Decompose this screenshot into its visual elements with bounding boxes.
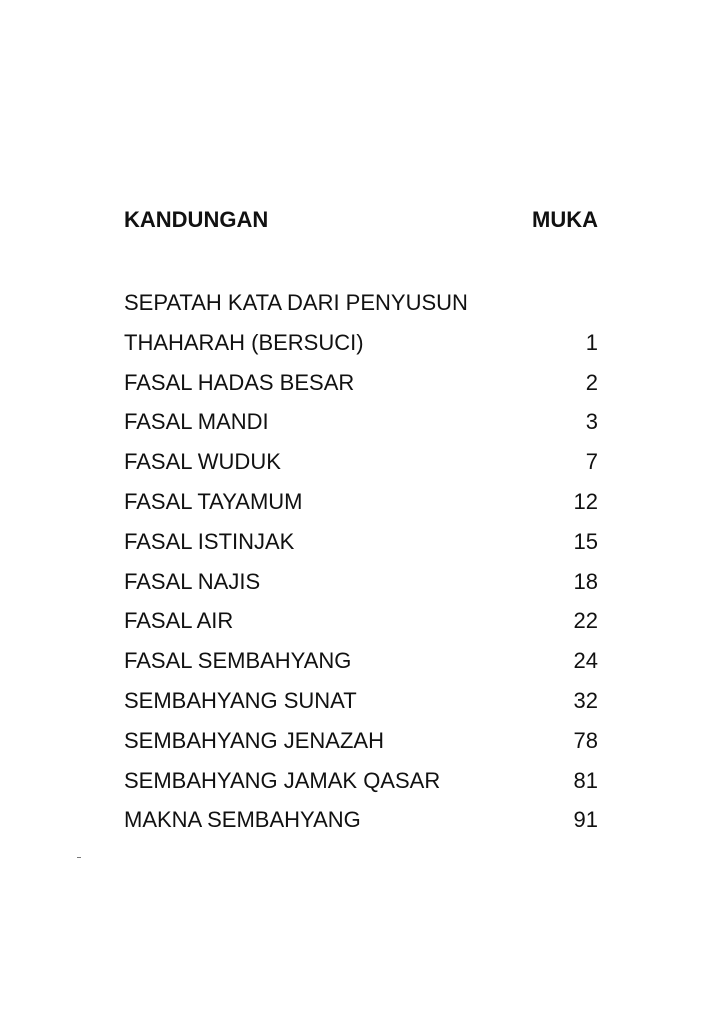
toc-entry-page: 32: [573, 687, 598, 713]
toc-entry: [124, 402, 598, 442]
toc-entry-page: 81: [573, 767, 598, 793]
toc-entry: [124, 482, 598, 522]
toc-entry-title: FASAL TAYAMUM: [124, 488, 303, 514]
toc-entry-page: 1: [585, 329, 598, 355]
toc-entry-title: FASAL WUDUK: [124, 449, 281, 475]
toc-entry-page: 12: [573, 488, 598, 514]
toc-entry: [124, 641, 598, 681]
toc-entry-page: 24: [573, 648, 598, 674]
toc-entry-title: FASAL SEMBAHYANG: [124, 648, 352, 674]
toc-entry: [124, 442, 598, 482]
toc-header: [124, 205, 598, 235]
toc-list: [124, 283, 598, 840]
toc-entry-page: 78: [573, 727, 598, 753]
toc-entry-page: 2: [585, 369, 598, 395]
contents-heading: KANDUNGAN: [124, 207, 269, 232]
toc-entry-title: FASAL MANDI: [124, 409, 269, 435]
toc-entry-title: FASAL ISTINJAK: [124, 528, 295, 554]
toc-entry: [124, 283, 598, 323]
toc-entry-page: 3: [585, 409, 598, 435]
toc-entry-title: FASAL NAJIS: [124, 568, 261, 594]
toc-entry-title: SEMBAHYANG JAMAK QASAR: [124, 767, 441, 793]
toc-entry-page: 91: [573, 807, 598, 833]
toc-entry-page: 15: [573, 528, 598, 554]
toc-entry-page: 7: [585, 449, 598, 475]
toc-entry-title: SEMBAHYANG JENAZAH: [124, 727, 384, 753]
toc-entry-title: MAKNA SEMBAHYANG: [124, 807, 361, 833]
toc-entry-title: THAHARAH (BERSUCI): [124, 329, 364, 355]
toc-entry: [124, 721, 598, 761]
toc-entry: [124, 681, 598, 721]
toc-entry-title: SEPATAH KATA DARI PENYUSUN: [124, 290, 468, 315]
toc-entry-title: FASAL AIR: [124, 608, 234, 634]
toc-entry: [124, 522, 598, 562]
toc-entry-page: 18: [573, 568, 598, 594]
toc-entry-title: FASAL HADAS BESAR: [124, 369, 355, 395]
page-column-heading: MUKA: [532, 207, 598, 232]
toc-entry-page: 22: [573, 608, 598, 634]
toc-entry: [124, 363, 598, 403]
toc-entry: [124, 800, 598, 840]
toc-entry: [124, 761, 598, 801]
stray-scan-mark: [77, 857, 81, 858]
toc-entry: [124, 323, 598, 363]
toc-entry: [124, 562, 598, 602]
toc-entry-title: SEMBAHYANG SUNAT: [124, 687, 357, 713]
table-of-contents: [124, 205, 598, 840]
toc-entry: [124, 601, 598, 641]
